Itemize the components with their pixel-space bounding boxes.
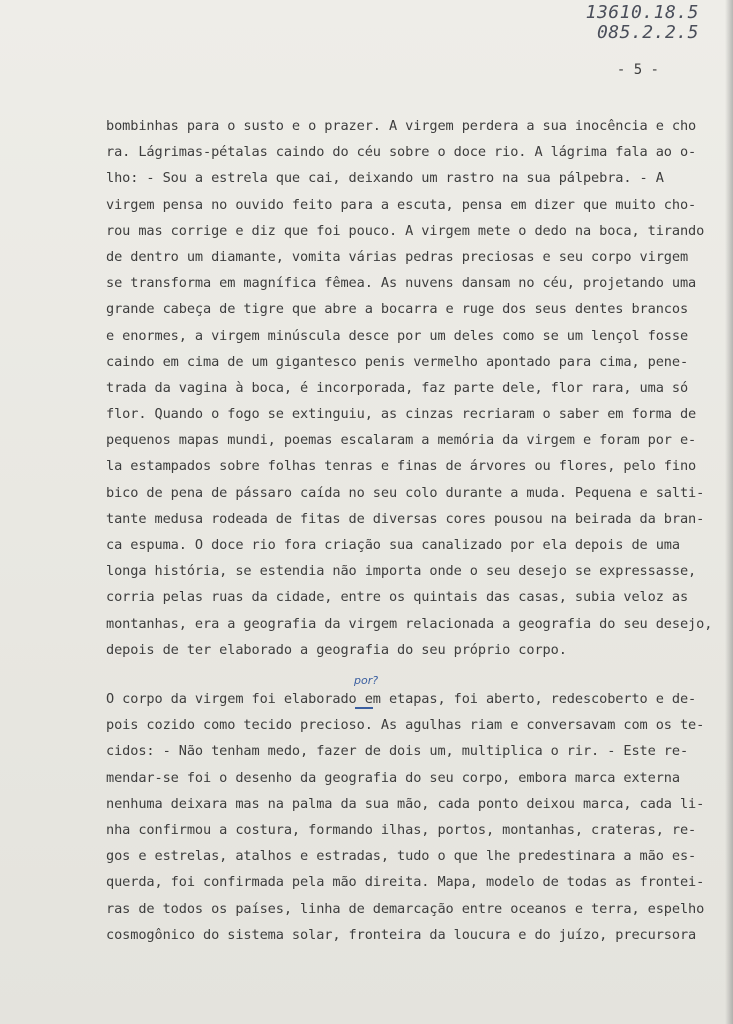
text-line: ca espuma. O doce rio fora criação sua canalizado por ela depois de uma — [106, 537, 680, 553]
text-line: flor. Quando o fogo se extinguiu, as cinzas recriaram o saber em forma de — [106, 406, 697, 423]
archive-code-line2: 085.2.2.5 — [596, 22, 699, 43]
text-line: corria pelas ruas da cidade, entre os quintais das casas, subia veloz as — [106, 589, 689, 606]
text-line: pois cozido como tecido precioso. As agulhas riam e conversavam com os te- — [106, 717, 705, 734]
text-line: lho: - Sou a estrela que cai, deixando um rastro na sua pálpebra. - A — [106, 170, 664, 187]
text-line: nha confirmou a costura, formando ilhas, portos, montanhas, crateras, re- — [106, 821, 697, 838]
archive-code-line1: 13610.18.5 — [585, 2, 699, 23]
text-line: e enormes, a virgem minúscula desce por um deles como se um lençol fosse — [106, 327, 689, 344]
page-edge-shadow — [725, 0, 733, 1024]
text-line: la estampados sobre folhas tenras e finas de árvores ou flores, pelo fino — [106, 458, 697, 475]
text-line: cosmogônico do sistema solar, fronteira da loucura e do juízo, precursora — [106, 926, 697, 943]
text-line: montanhas, era a geografia da virgem relacionada a geografia do seu desejo, — [106, 615, 713, 632]
text-line: nenhuma deixara mas na palma da sua mão, cada ponto deixou marca, cada li- — [106, 795, 705, 812]
handwritten-annotation: por? — [354, 674, 379, 687]
text-line: trada da vagina à boca, é incorporada, faz parte dele, flor rara, uma só — [106, 379, 689, 396]
text-line: gos e estrelas, atalhos e estradas, tudo o que lhe predestinara a mão es- — [106, 848, 697, 865]
paragraph-1 — [106, 113, 713, 663]
text-line: grande cabeça de tigre que abre a bocarra e ruge dos seus dentes brancos — [106, 301, 689, 318]
text-line: longa história, se estendia não importa onde o seu desejo se expressasse, — [106, 563, 697, 580]
text-line: depois de ter elaborado a geografia do seu próprio corpo. — [106, 641, 567, 658]
text-line: bico de pena de pássaro caída no seu colo durante a muda. Pequena e salti- — [106, 484, 705, 501]
page-number: - 5 - — [616, 62, 659, 78]
paragraph-2 — [106, 686, 705, 948]
text-line: pequenos mapas mundi, poemas escalaram a memória da virgem e foram por e- — [106, 432, 697, 449]
text-line: rou mas corrige e diz que foi pouco. A virgem mete o dedo na boca, tirando — [106, 222, 705, 239]
text-line: ras de todos os países, linha de demarcação entre oceanos e terra, espelho — [106, 900, 705, 917]
text-line: O corpo da virgem foi elaborado em etapas, foi aberto, redescoberto e de- — [106, 691, 697, 707]
text-line: bombinhas para o susto e o prazer. A virgem perdera a sua inocência e cho — [106, 118, 697, 134]
text-line: cidos: - Não tenham medo, fazer de dois um, multiplica o rir. - Este re- — [106, 743, 689, 760]
text-line: ra. Lágrimas-pétalas caindo do céu sobre o doce rio. A lágrima fala ao o- — [106, 144, 697, 161]
text-line: virgem pensa no ouvido feito para a escuta, pensa em dizer que muito cho- — [106, 196, 697, 213]
text-line: mendar-se foi o desenho da geografia do seu corpo, embora marca externa — [106, 769, 680, 786]
text-line: se transforma em magnífica fêmea. As nuvens dansam no céu, projetando uma — [106, 275, 697, 292]
text-line: caindo em cima de um gigantesco penis vermelho apontado para cima, pene- — [106, 353, 689, 370]
text-line: querda, foi confirmada pela mão direita. Mapa, modelo de todas as frontei- — [106, 874, 705, 891]
text-line: de dentro um diamante, vomita várias pedras preciosas e seu corpo virgem — [106, 248, 689, 265]
text-line: tante medusa rodeada de fitas de diversas cores pousou na beirada da bran- — [106, 510, 705, 527]
